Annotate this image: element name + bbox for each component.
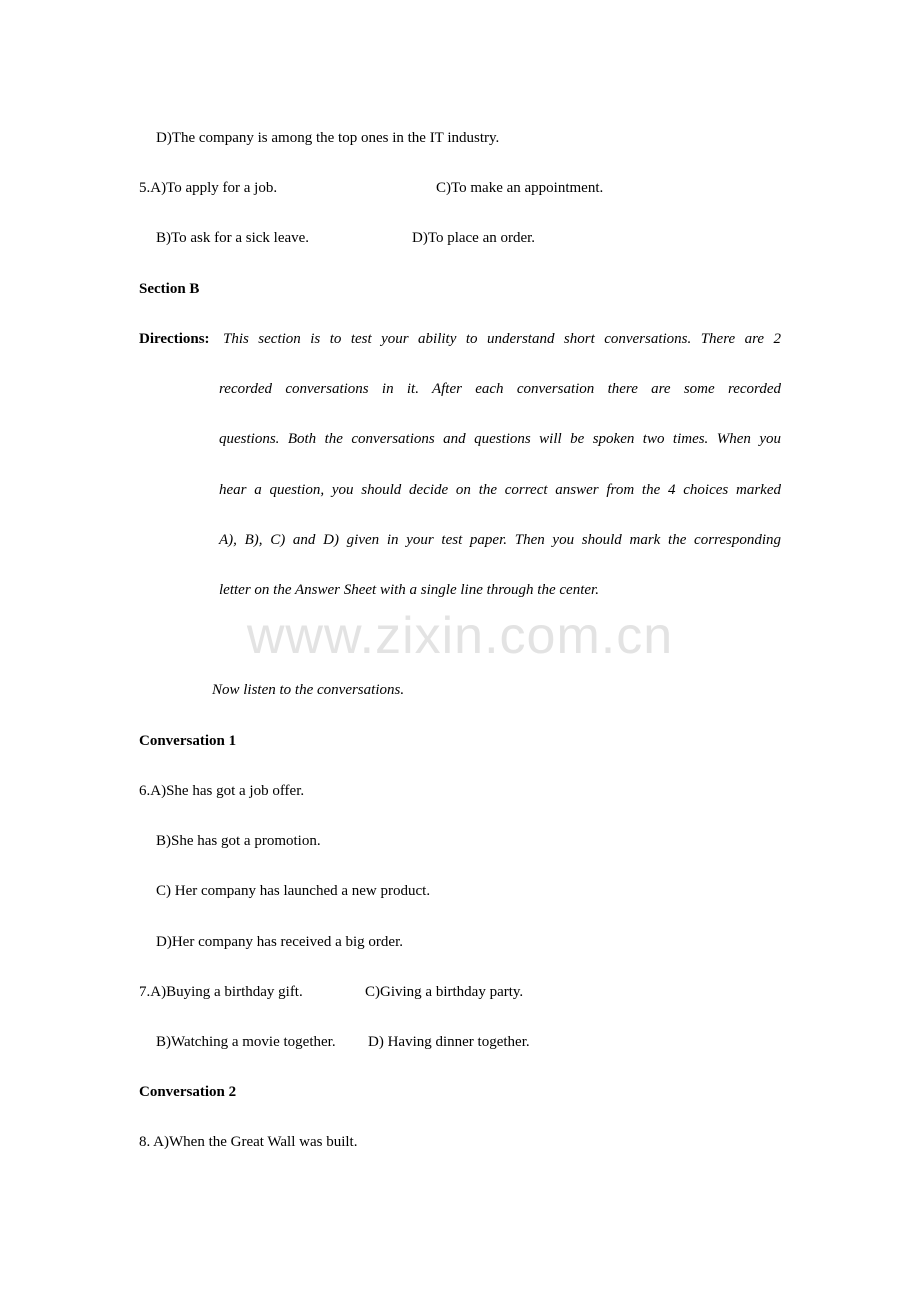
q5-option-d: D)To place an order. bbox=[412, 230, 536, 246]
q4-option-d: D)The company is among the top ones in the IT industry. bbox=[156, 130, 500, 146]
q7-option-a: 7.A)Buying a birthday gift. bbox=[139, 984, 303, 1000]
section-b-title: Section B bbox=[139, 281, 200, 297]
q5-option-a: 5.A)To apply for a job. bbox=[139, 180, 278, 196]
conversation-1-title: Conversation 1 bbox=[139, 733, 237, 749]
q5-option-c: C)To make an appointment. bbox=[436, 180, 604, 196]
q6-option-b: B)She has got a promotion. bbox=[156, 833, 321, 849]
q7-option-c: C)Giving a birthday party. bbox=[365, 984, 524, 1000]
watermark: www.zixin.com.cn bbox=[246, 607, 674, 665]
directions-line-1: This section is to test your ability to understand short conversations. There are 2 bbox=[223, 331, 781, 347]
directions-line-6: letter on the Answer Sheet with a single line through the center. bbox=[219, 582, 599, 598]
q8-option-a: 8. A)When the Great Wall was built. bbox=[139, 1134, 358, 1150]
directions-line-2: recorded conversations in it. After each conversation there are some recorded bbox=[219, 381, 781, 397]
directions-line-5: A), B), C) and D) given in your test paper. Then you should mark the corresponding bbox=[219, 532, 781, 548]
directions-label: Directions: bbox=[139, 331, 210, 347]
conversation-2-title: Conversation 2 bbox=[139, 1084, 237, 1100]
q5-option-b: B)To ask for a sick leave. bbox=[156, 230, 310, 246]
q7-option-d: D) Having dinner together. bbox=[368, 1034, 530, 1050]
directions-line-3: questions. Both the conversations and questions will be spoken two times. When you bbox=[219, 431, 781, 447]
listen-note: Now listen to the conversations. bbox=[212, 682, 405, 698]
q6-option-c: C) Her company has launched a new product. bbox=[156, 883, 431, 899]
directions-line-4: hear a question, you should decide on the correct answer from the 4 choices marked bbox=[219, 482, 781, 498]
q6-option-a: 6.A)She has got a job offer. bbox=[139, 783, 305, 799]
q6-option-d: D)Her company has received a big order. bbox=[156, 934, 403, 950]
q7-option-b: B)Watching a movie together. bbox=[156, 1034, 336, 1050]
